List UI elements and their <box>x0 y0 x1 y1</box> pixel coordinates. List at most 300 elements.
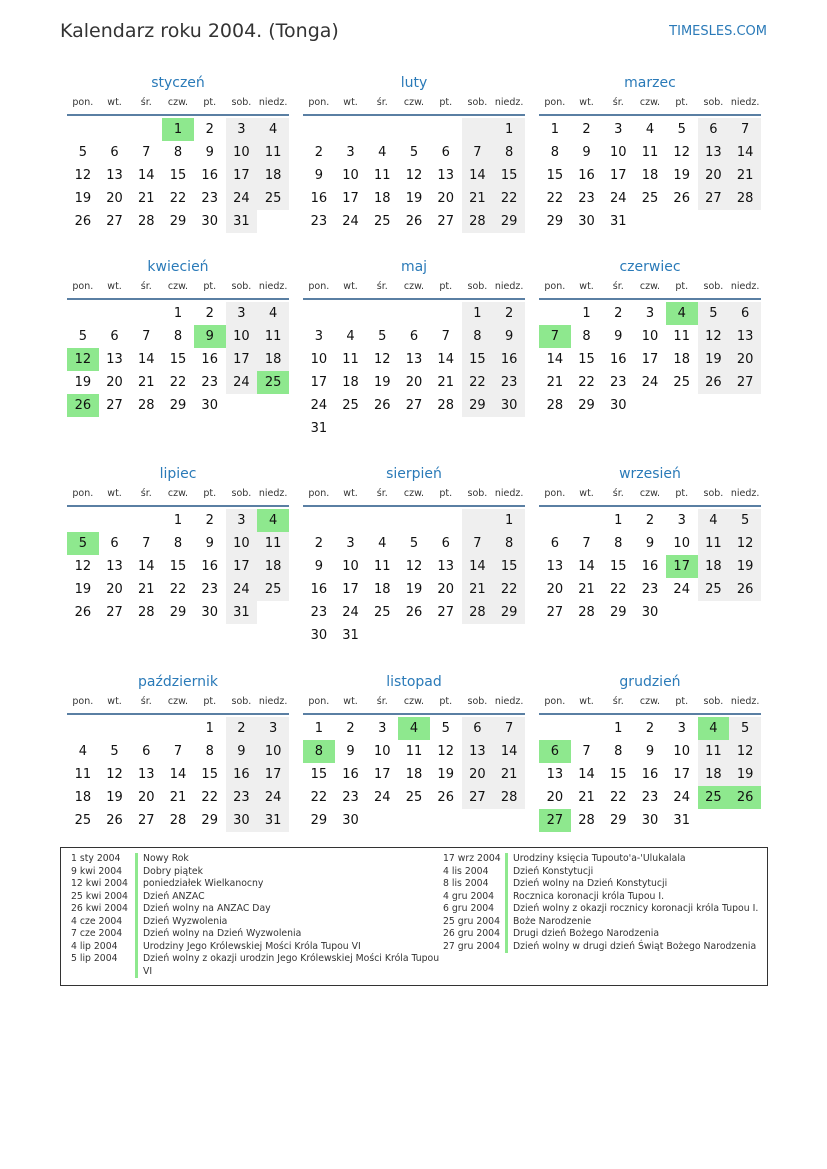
day-cell: 6 <box>698 118 730 141</box>
day-cell: 29 <box>493 210 525 233</box>
day-cell: 10 <box>310 352 328 367</box>
legend-holiday-name: Urodziny Jego Królewskiej Mości Króla Tupou VI <box>135 941 440 954</box>
legend-row <box>61 853 440 866</box>
day-cell: 17 <box>226 164 258 187</box>
day-cell: 30 <box>610 398 627 413</box>
day-cell: 15 <box>493 555 525 578</box>
day-cell: 14 <box>578 767 595 782</box>
day-cell: 12 <box>729 740 761 763</box>
day-cell: 28 <box>138 398 155 413</box>
empty-day-cell <box>430 509 462 532</box>
day-cell: 18 <box>374 191 391 206</box>
empty-day-cell <box>493 809 525 832</box>
day-cell: 5 <box>78 145 87 160</box>
day-cell: 31 <box>310 421 328 436</box>
weekday-label: czw. <box>403 488 425 499</box>
weekday-header <box>303 96 525 116</box>
day-cell: 29 <box>610 605 627 620</box>
weekday-header <box>539 695 761 715</box>
day-cell: 20 <box>462 763 494 786</box>
week-row <box>539 348 761 371</box>
day-cell: 25 <box>641 191 659 206</box>
day-cell: 8 <box>303 740 335 763</box>
weekday-label: pon. <box>544 696 566 707</box>
week-row <box>539 325 761 348</box>
day-cell: 15 <box>462 348 494 371</box>
legend-row <box>61 878 440 891</box>
empty-day-cell <box>335 302 367 325</box>
day-cell: 16 <box>578 168 595 183</box>
day-cell: 2 <box>645 513 655 528</box>
day-cell: 10 <box>374 744 391 759</box>
day-cell: 1 <box>614 721 623 736</box>
day-cell: 22 <box>310 790 328 805</box>
day-cell: 1 <box>162 118 194 141</box>
weekday-label: sob. <box>467 696 488 707</box>
week-row <box>539 509 761 532</box>
weekday-label: czw. <box>639 488 661 499</box>
day-cell: 24 <box>374 790 391 805</box>
day-cell: 3 <box>346 536 355 551</box>
day-cell: 7 <box>142 536 151 551</box>
site-link[interactable]: TIMESLES.COM <box>669 24 767 39</box>
day-cell: 8 <box>493 141 525 164</box>
weekday-label: pt. <box>439 696 453 707</box>
weekday-label: niedz. <box>258 281 288 292</box>
weekday-label: pt. <box>203 488 217 499</box>
empty-day-cell <box>257 601 289 624</box>
legend-column-1 <box>61 853 440 978</box>
week-row <box>303 210 525 233</box>
weekday-label: śr. <box>140 281 152 292</box>
week-row <box>303 118 525 141</box>
day-cell: 3 <box>226 118 258 141</box>
day-cell: 30 <box>342 813 359 828</box>
weekday-label: czw. <box>403 696 425 707</box>
day-cell: 3 <box>314 329 323 344</box>
day-cell: 29 <box>169 605 187 620</box>
day-cell: 25 <box>698 578 730 601</box>
legend-date: 4 cze 2004 <box>71 915 123 927</box>
day-cell: 3 <box>677 513 686 528</box>
day-cell: 19 <box>673 168 690 183</box>
day-cell: 9 <box>493 325 525 348</box>
week-row <box>67 763 289 786</box>
day-cell: 27 <box>462 786 494 809</box>
day-cell: 3 <box>226 302 258 325</box>
day-cell: 3 <box>677 721 686 736</box>
empty-day-cell <box>99 118 131 141</box>
day-cell: 1 <box>462 302 494 325</box>
day-cell: 1 <box>493 509 525 532</box>
day-cell: 14 <box>138 559 155 574</box>
day-cell: 15 <box>201 767 218 782</box>
day-cell: 11 <box>405 744 423 759</box>
weekday-label: śr. <box>376 488 388 499</box>
day-cell: 23 <box>310 214 328 229</box>
legend-holiday-name: Dzień wolny z okazji urodzin Jego Królewskiej Mości Króla Tupou VI <box>135 953 440 978</box>
weekday-label: sob. <box>467 488 488 499</box>
week-row <box>303 325 525 348</box>
day-cell: 13 <box>106 168 123 183</box>
day-cell: 24 <box>226 371 258 394</box>
week-row <box>67 187 289 210</box>
legend-row <box>61 941 440 954</box>
legend-date: 8 lis 2004 <box>443 878 489 889</box>
day-cell: 9 <box>205 536 214 551</box>
day-cell: 27 <box>729 371 761 394</box>
weekday-label: śr. <box>140 696 152 707</box>
weekday-label: wt. <box>343 696 358 707</box>
day-cell: 16 <box>342 767 359 782</box>
week-row <box>67 555 289 578</box>
weekday-label: pon. <box>72 696 94 707</box>
day-cell: 17 <box>310 375 328 390</box>
day-cell: 26 <box>374 398 391 413</box>
day-cell: 11 <box>74 767 92 782</box>
day-cell: 25 <box>673 375 690 390</box>
day-cell: 10 <box>641 329 659 344</box>
week-row <box>303 371 525 394</box>
weekday-label: śr. <box>140 488 152 499</box>
day-cell: 16 <box>201 352 218 367</box>
day-cell: 14 <box>729 141 761 164</box>
day-cell: 11 <box>698 532 730 555</box>
day-cell: 17 <box>666 555 698 578</box>
empty-day-cell <box>366 302 398 325</box>
day-cell: 17 <box>374 767 391 782</box>
day-cell: 17 <box>610 168 627 183</box>
week-row <box>303 164 525 187</box>
day-cell: 5 <box>78 329 87 344</box>
day-cell: 22 <box>462 371 494 394</box>
day-cell: 7 <box>582 536 591 551</box>
month-name: lipiec <box>159 466 197 482</box>
day-cell: 22 <box>546 191 564 206</box>
week-row <box>303 717 525 740</box>
day-cell: 16 <box>610 352 627 367</box>
weekday-label: pon. <box>72 97 94 108</box>
legend-row <box>443 941 770 954</box>
day-cell: 9 <box>226 740 258 763</box>
weekday-label: niedz. <box>494 488 524 499</box>
weekday-label: wt. <box>107 696 122 707</box>
weekday-label: pt. <box>439 97 453 108</box>
weekday-label: pon. <box>544 488 566 499</box>
day-cell: 15 <box>169 559 187 574</box>
day-cell: 21 <box>138 375 155 390</box>
day-cell: 14 <box>437 352 454 367</box>
day-cell: 30 <box>641 813 659 828</box>
day-cell: 6 <box>110 145 119 160</box>
week-row <box>539 717 761 740</box>
empty-day-cell <box>67 717 99 740</box>
weekday-header <box>303 280 525 300</box>
empty-day-cell <box>226 394 258 417</box>
empty-day-cell <box>366 118 398 141</box>
weekday-label: sob. <box>231 97 252 108</box>
empty-day-cell <box>398 509 430 532</box>
day-cell: 12 <box>67 348 99 371</box>
empty-day-cell <box>366 624 398 647</box>
day-cell: 12 <box>374 352 391 367</box>
day-cell: 29 <box>546 214 564 229</box>
day-cell: 27 <box>106 214 123 229</box>
day-cell: 31 <box>226 210 258 233</box>
day-cell: 21 <box>578 790 595 805</box>
legend-date: 7 cze 2004 <box>71 928 123 939</box>
day-cell: 9 <box>314 559 323 574</box>
empty-day-cell <box>99 302 131 325</box>
day-cell: 2 <box>346 721 355 736</box>
weekday-header <box>67 96 289 116</box>
day-cell: 26 <box>405 605 423 620</box>
week-row <box>303 740 525 763</box>
weekday-label: wt. <box>579 488 594 499</box>
day-cell: 12 <box>74 559 92 574</box>
day-cell: 25 <box>405 790 423 805</box>
legend-holiday-name: Dzień wolny z okazji rocznicy koronacji króla Tupou I. <box>505 903 770 916</box>
weekday-label: czw. <box>167 97 189 108</box>
empty-day-cell <box>462 118 494 141</box>
empty-day-cell <box>398 624 430 647</box>
empty-day-cell <box>462 809 494 832</box>
day-cell: 28 <box>729 187 761 210</box>
weekday-label: śr. <box>612 281 624 292</box>
legend-date: 4 lip 2004 <box>71 940 118 952</box>
week-row <box>303 417 525 440</box>
weekday-header <box>539 96 761 116</box>
weekday-label: sob. <box>467 281 488 292</box>
week-row <box>67 509 289 532</box>
month-name: grudzień <box>619 674 681 690</box>
legend-date: 25 kwi 2004 <box>71 890 128 902</box>
day-cell: 14 <box>462 164 494 187</box>
week-row <box>303 555 525 578</box>
weekday-label: pon. <box>308 281 330 292</box>
legend-holiday-name: Dzień ANZAC <box>135 891 440 904</box>
week-row <box>539 601 761 624</box>
day-cell: 7 <box>582 744 591 759</box>
week-row <box>303 578 525 601</box>
day-cell: 1 <box>493 118 525 141</box>
week-row <box>67 394 289 417</box>
month-name: wrzesień <box>619 466 681 482</box>
weekday-header <box>539 487 761 507</box>
day-cell: 25 <box>257 578 289 601</box>
day-cell: 20 <box>106 191 123 206</box>
weekday-label: sob. <box>703 488 724 499</box>
day-cell: 25 <box>257 371 289 394</box>
day-cell: 10 <box>226 532 258 555</box>
day-cell: 5 <box>409 536 419 551</box>
day-cell: 6 <box>441 536 450 551</box>
day-cell: 4 <box>666 302 698 325</box>
weekday-header <box>67 695 289 715</box>
empty-day-cell <box>366 417 398 440</box>
week-row <box>67 348 289 371</box>
day-cell: 20 <box>437 191 454 206</box>
day-cell: 11 <box>374 559 391 574</box>
day-cell: 26 <box>729 578 761 601</box>
day-cell: 16 <box>641 559 659 574</box>
day-cell: 8 <box>493 532 525 555</box>
day-cell: 19 <box>74 582 92 597</box>
day-cell: 4 <box>698 717 730 740</box>
legend-holiday-name: Dzień Wyzwolenia <box>135 916 440 929</box>
legend-row <box>443 853 770 866</box>
day-cell: 11 <box>641 145 659 160</box>
empty-day-cell <box>430 624 462 647</box>
legend-row <box>61 891 440 904</box>
day-cell: 5 <box>441 721 450 736</box>
day-cell: 7 <box>142 145 151 160</box>
day-cell: 12 <box>405 168 423 183</box>
day-cell: 4 <box>698 509 730 532</box>
day-cell: 23 <box>641 790 659 805</box>
day-cell: 24 <box>226 187 258 210</box>
weekday-header <box>67 487 289 507</box>
weekday-label: czw. <box>167 281 189 292</box>
day-cell: 14 <box>546 352 564 367</box>
empty-day-cell <box>130 509 162 532</box>
day-cell: 31 <box>226 601 258 624</box>
day-cell: 28 <box>493 786 525 809</box>
legend-holiday-name: Dzień Konstytucji <box>505 866 770 879</box>
empty-day-cell <box>398 809 430 832</box>
day-cell: 5 <box>729 509 761 532</box>
month-9 <box>539 464 761 624</box>
day-cell: 20 <box>546 582 564 597</box>
day-cell: 18 <box>698 555 730 578</box>
weekday-label: śr. <box>376 97 388 108</box>
empty-day-cell <box>666 601 698 624</box>
weekday-label: niedz. <box>730 281 760 292</box>
day-cell: 3 <box>614 122 623 137</box>
day-cell: 23 <box>610 375 627 390</box>
day-cell: 20 <box>698 164 730 187</box>
day-cell: 2 <box>314 536 323 551</box>
day-cell: 30 <box>226 809 258 832</box>
day-cell: 27 <box>539 809 571 832</box>
day-cell: 24 <box>342 605 359 620</box>
weekday-label: wt. <box>107 97 122 108</box>
week-row <box>67 210 289 233</box>
legend-date: 25 gru 2004 <box>443 915 501 927</box>
empty-day-cell <box>430 417 462 440</box>
week-row <box>539 578 761 601</box>
weekday-label: pon. <box>72 488 94 499</box>
legend-row <box>443 903 770 916</box>
day-cell: 28 <box>138 214 155 229</box>
week-row <box>303 302 525 325</box>
day-cell: 18 <box>641 168 659 183</box>
empty-day-cell <box>430 809 462 832</box>
day-cell: 5 <box>698 302 730 325</box>
day-cell: 8 <box>205 744 214 759</box>
legend-holiday-name: Nowy Rok <box>135 853 440 866</box>
weekday-label: sob. <box>703 97 724 108</box>
day-cell: 21 <box>546 375 564 390</box>
month-name: czerwiec <box>619 259 681 275</box>
month-10 <box>67 672 289 832</box>
day-cell: 7 <box>493 717 525 740</box>
legend-date: 6 gru 2004 <box>443 903 495 914</box>
week-row <box>303 141 525 164</box>
week-row <box>67 141 289 164</box>
day-cell: 6 <box>729 302 761 325</box>
day-cell: 2 <box>205 122 214 137</box>
day-cell: 24 <box>610 191 627 206</box>
day-cell: 27 <box>138 813 155 828</box>
day-cell: 3 <box>645 306 655 321</box>
day-cell: 4 <box>257 118 289 141</box>
day-cell: 11 <box>257 325 289 348</box>
legend-date: 9 kwi 2004 <box>71 865 123 877</box>
weekday-label: śr. <box>612 696 624 707</box>
legend-holiday-name: poniedziałek Wielkanocny <box>135 878 440 891</box>
day-cell: 8 <box>173 329 183 344</box>
week-row <box>67 302 289 325</box>
day-cell: 20 <box>729 348 761 371</box>
day-cell: 21 <box>462 578 494 601</box>
day-cell: 16 <box>310 582 328 597</box>
empty-day-cell <box>430 118 462 141</box>
weekday-label: niedz. <box>258 696 288 707</box>
day-cell: 16 <box>641 767 659 782</box>
weekday-label: czw. <box>639 97 661 108</box>
empty-day-cell <box>634 394 666 417</box>
day-cell: 16 <box>493 348 525 371</box>
empty-day-cell <box>729 210 761 233</box>
weekday-header <box>539 280 761 300</box>
week-row <box>539 371 761 394</box>
day-cell: 18 <box>342 375 359 390</box>
day-cell: 5 <box>110 744 119 759</box>
day-cell: 11 <box>673 329 690 344</box>
day-cell: 15 <box>610 767 627 782</box>
day-cell: 22 <box>169 582 187 597</box>
empty-day-cell <box>303 118 335 141</box>
day-cell: 13 <box>546 559 564 574</box>
month-name: marzec <box>624 75 676 91</box>
empty-day-cell <box>539 302 571 325</box>
weekday-header <box>303 695 525 715</box>
legend-holiday-name: Drugi dzień Bożego Narodzenia <box>505 928 770 941</box>
weekday-label: niedz. <box>730 488 760 499</box>
weekday-header <box>67 280 289 300</box>
legend-date: 26 gru 2004 <box>443 928 501 939</box>
day-cell: 29 <box>169 214 187 229</box>
legend-row <box>61 953 440 978</box>
empty-day-cell <box>99 509 131 532</box>
day-cell: 22 <box>578 375 595 390</box>
day-cell: 30 <box>201 398 218 413</box>
day-cell: 20 <box>546 790 564 805</box>
day-cell: 17 <box>342 191 359 206</box>
empty-day-cell <box>257 394 289 417</box>
weekday-label: sob. <box>703 281 724 292</box>
weekday-header <box>303 487 525 507</box>
day-cell: 14 <box>169 767 187 782</box>
legend-date: 1 sty 2004 <box>71 853 121 864</box>
day-cell: 19 <box>74 375 92 390</box>
day-cell: 12 <box>729 532 761 555</box>
weekday-label: pt. <box>675 281 689 292</box>
empty-day-cell <box>398 118 430 141</box>
month-8 <box>303 464 525 647</box>
empty-day-cell <box>539 509 571 532</box>
